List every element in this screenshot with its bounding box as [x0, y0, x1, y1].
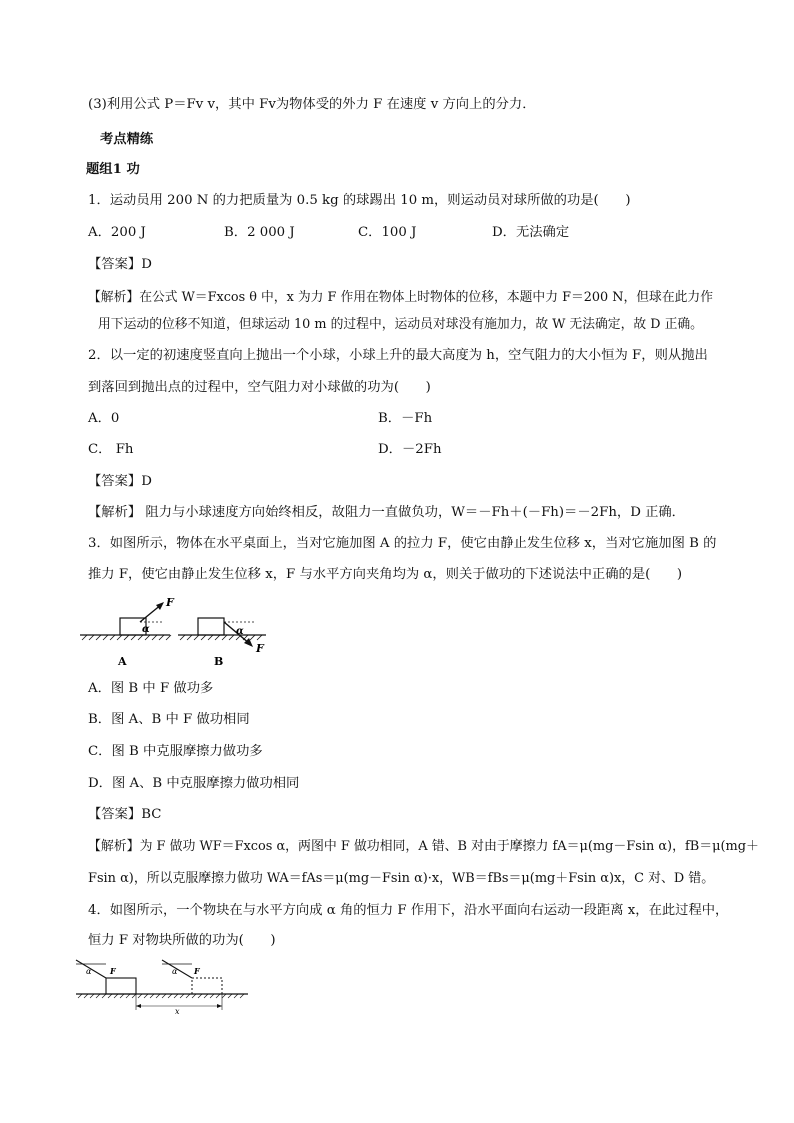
ground-hatch: [180, 635, 262, 640]
analysis-label: 【解析】: [88, 290, 140, 305]
block-end: [192, 978, 222, 994]
section-heading: 考点精练: [100, 132, 154, 147]
figure-b: [178, 618, 266, 668]
question-3-option-a: A．图 B 中 F 做功多: [88, 681, 214, 696]
question-2-stem-line-1: 2．以一定的初速度竖直向上抛出一个小球，小球上升的最大高度为 h，空气阻力的大小恒为 F，则从抛出: [88, 348, 708, 363]
question-3-stem-line-1: 3．如图所示，物体在水平桌面上，当对它施加图 A 的拉力 F，使它由静止发生位移 x，当对它施加图 B 的: [88, 536, 717, 551]
question-2-option-b: B．－Fh: [378, 411, 433, 426]
arrow-head: [217, 1004, 222, 1008]
answer-label: 【答案】: [88, 474, 142, 489]
question-3-stem-line-2: 推力 F，使它由静止发生位移 x，F 与水平方向夹角均为 α，则关于做功的下述说法中正确的是( ): [88, 567, 683, 582]
question-4-stem-line-1: 4．如图所示，一个物块在与水平方向成 α 角的恒力 F 作用下，沿水平面向右运动一段距离 x，在此过程中，: [88, 903, 729, 918]
question-2-stem-line-2: 到落回到抛出点的过程中，空气阻力对小球做的功为( ): [88, 380, 431, 395]
question-4-stem-line-2: 恒力 F 对物块所做的功为( ): [88, 933, 276, 948]
group-heading: 题组1 功: [86, 162, 140, 177]
force-label: F: [194, 966, 200, 976]
analysis-text: 在公式 W＝Fxcos θ 中，x 为力 F 作用在物体上时物体的位移，本题中力 F＝200 N，但球在此力作: [139, 290, 714, 305]
answer-label: 【答案】: [88, 257, 142, 272]
question-1-option-a: A．200 J: [88, 225, 146, 240]
angle-label: α: [172, 967, 178, 976]
angle-label: α: [142, 624, 150, 635]
answer-value: D: [141, 474, 152, 489]
question-1-option-c: C．100 J: [358, 225, 417, 240]
question-3-analysis-line-2: Fsin α)，所以克服摩擦力做功 WA＝fAs＝μ(mg－Fsin α)·x，WB＝fBs＝μ(mg＋Fsin α)x，C 对、D 错。: [88, 871, 715, 886]
question-1-option-d: D．无法确定: [492, 225, 570, 240]
analysis-text: 为 F 做功 WF＝Fxcos α，两图中 F 做功相同，A 错、B 对由于摩擦力 fA＝μ(mg－Fsin α)，fB＝μ(mg＋: [139, 839, 759, 854]
question-1-answer: [88, 256, 152, 274]
question-2-option-d: D．－2Fh: [378, 442, 442, 457]
analysis-label: 【解析】: [88, 505, 142, 520]
angle-label: α: [86, 967, 92, 976]
block-start: [106, 978, 136, 994]
angle-label: α: [236, 626, 244, 637]
force-label: F: [256, 642, 264, 655]
analysis-text: 阻力与小球速度方向始终相反，故阻力一直做负功，W＝－Fh＋(－Fh)＝－2Fh，D 正确．: [141, 505, 685, 520]
question-3-figure: [78, 592, 278, 672]
answer-label: 【答案】: [88, 807, 142, 822]
analysis-label: 【解析】: [88, 839, 140, 854]
answer-value: D: [141, 257, 152, 272]
question-4-figure: [72, 956, 252, 1016]
caption-b: B: [214, 655, 224, 668]
question-1-option-b: B．2 000 J: [224, 225, 295, 240]
force-label: F: [110, 966, 116, 976]
ground-hatch: [82, 635, 171, 640]
answer-value: BC: [141, 807, 162, 822]
question-1-stem: 1．运动员用 200 N 的力把质量为 0.5 kg 的球踢出 10 m，则运动员对球所做的功是( ): [88, 193, 631, 208]
displacement-label: x: [175, 1007, 180, 1016]
block: [198, 618, 224, 635]
question-1-analysis-line-1: [88, 289, 713, 307]
question-3-option-c: C．图 B 中克服摩擦力做功多: [88, 744, 263, 759]
question-3-analysis-line-1: [88, 838, 759, 856]
question-3-option-d: D．图 A、B 中克服摩擦力做功相同: [88, 776, 300, 791]
question-2-option-c: C． Fh: [88, 442, 134, 457]
question-1-analysis-line-2: 用下运动的位移不知道，但球运动 10 m 的过程中，运动员对球没有施加力，故 W 无法确定，故 D 正确。: [98, 317, 703, 332]
arrow-head: [136, 1004, 141, 1008]
question-3-option-b: B．图 A、B 中 F 做功相同: [88, 712, 250, 727]
question-2-answer: [88, 473, 152, 491]
question-2-analysis: [88, 504, 685, 522]
figure-a: [80, 596, 175, 668]
intro-line: (3)利用公式 P＝Fv v，其中 Fv为物体受的外力 F 在速度 v 方向上的分力．: [88, 97, 536, 112]
question-2-option-a: A．0: [88, 411, 120, 426]
question-3-answer: [88, 806, 161, 824]
force-label: F: [166, 596, 174, 609]
caption-a: A: [118, 655, 127, 668]
